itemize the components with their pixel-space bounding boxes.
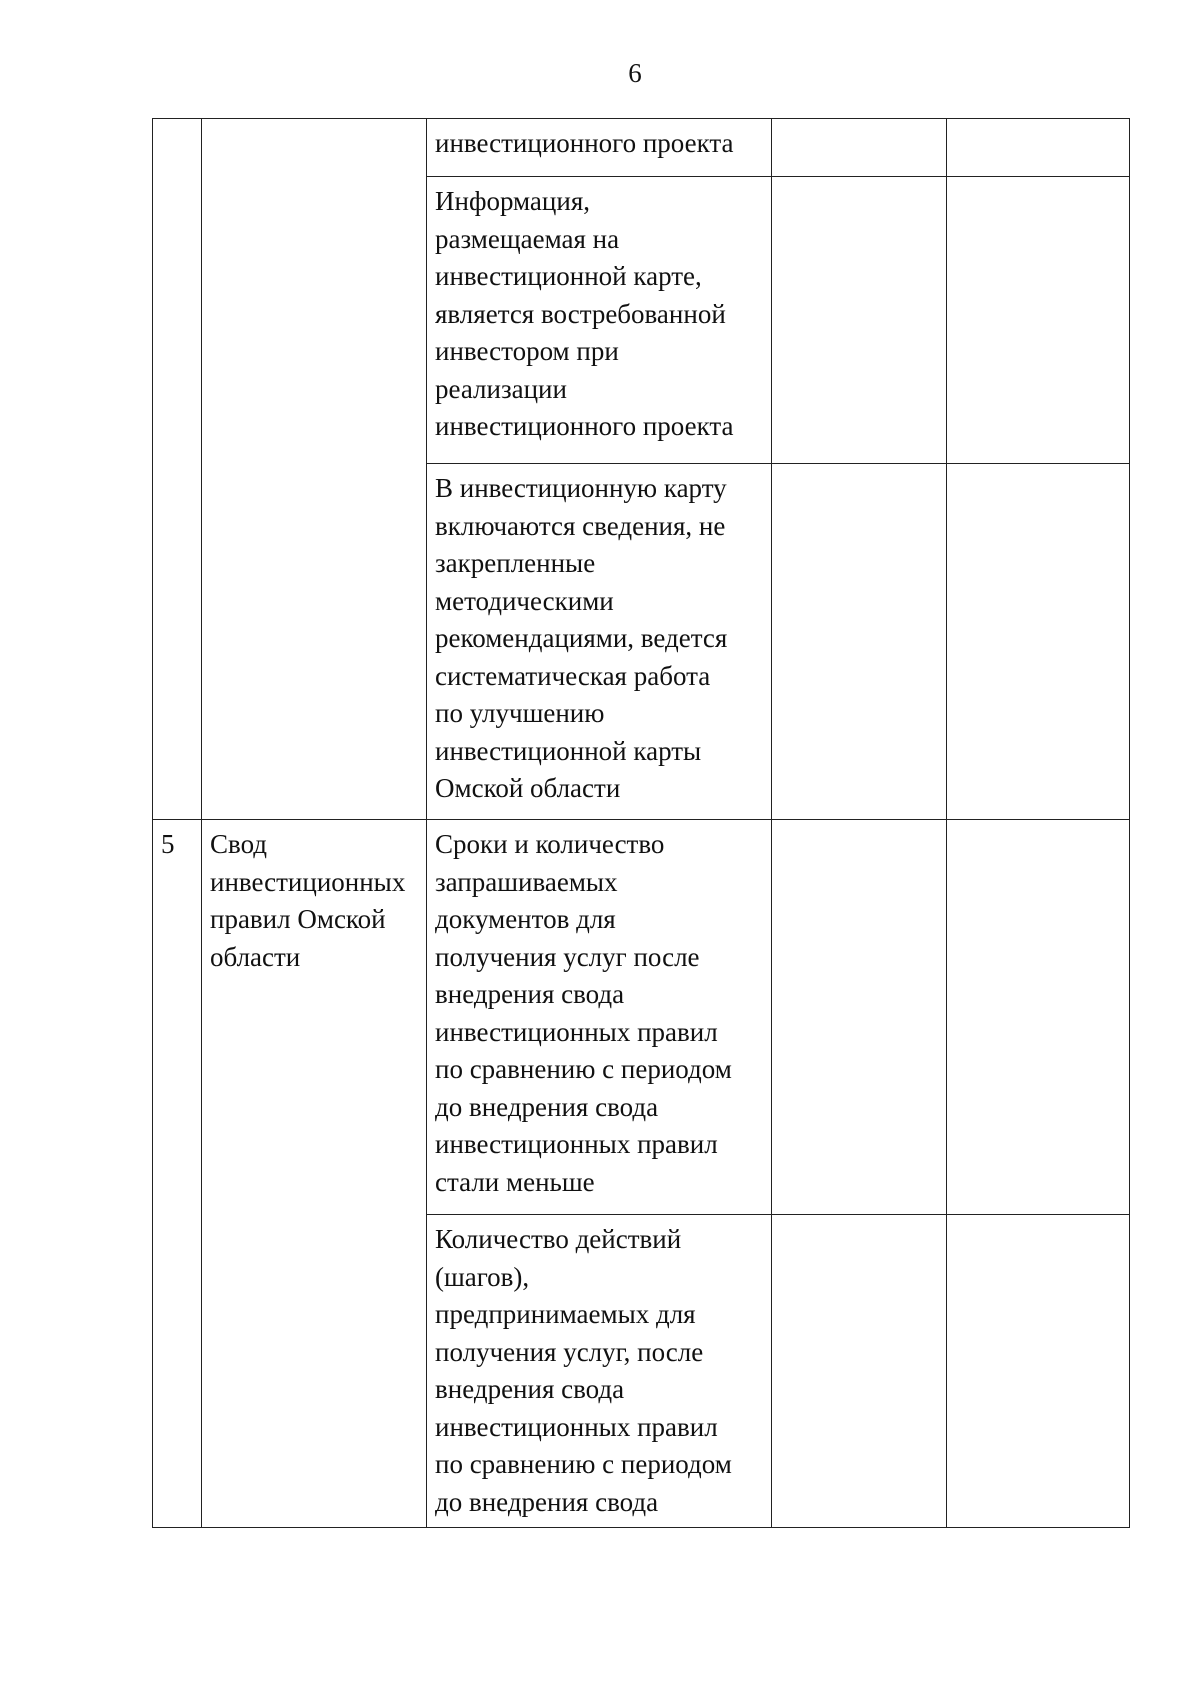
value-cell-b [947,119,1130,177]
criterion-cell [427,820,772,1215]
criterion-text: В инвестиционную карту включаются сведения, не закрепленные методическими рекомендациями, ведется систематическая работа по улучшению инвестиционной карты Омской области [435,473,728,803]
row-number-cell: 5 [153,820,202,1528]
page-number: 6 [628,58,642,88]
value-cell-a [772,119,947,177]
value-cell-b [947,464,1130,820]
table-row [153,119,1130,177]
value-cell-b [947,177,1130,464]
criterion-text: Информация, размещаемая на инвестиционной карте, является востребованной инвестором при реализации инвестиционного проекта [435,186,734,441]
criterion-cell [427,1215,772,1528]
criterion-text: Количество действий (шагов), предпринимаемых для получения услуг, после внедрения свода инвестиционных правил по сравнению с периодом до внедрения свода [435,1224,732,1517]
table-row [153,820,1130,1215]
value-cell-a [772,177,947,464]
value-cell-a [772,464,947,820]
tool-name-cell [202,119,427,820]
criterion-cell [427,464,772,820]
criterion-cell [427,119,772,177]
criterion-text: Сроки и количество запрашиваемых документов для получения услуг после внедрения свода инвестиционных правил по сравнению с периодом до внедрения свода инвестиционных правил стали меньше [435,829,732,1197]
row-number-cell [153,119,202,820]
tool-name-cell [202,820,427,1528]
value-cell-a [772,1215,947,1528]
tool-name-text: Свод инвестиционных правил Омской области [210,829,406,972]
value-cell-b [947,1215,1130,1528]
criterion-text: инвестиционного проекта [435,128,734,158]
criteria-table [152,118,1130,1528]
value-cell-b [947,820,1130,1215]
value-cell-a [772,820,947,1215]
criterion-cell [427,177,772,464]
